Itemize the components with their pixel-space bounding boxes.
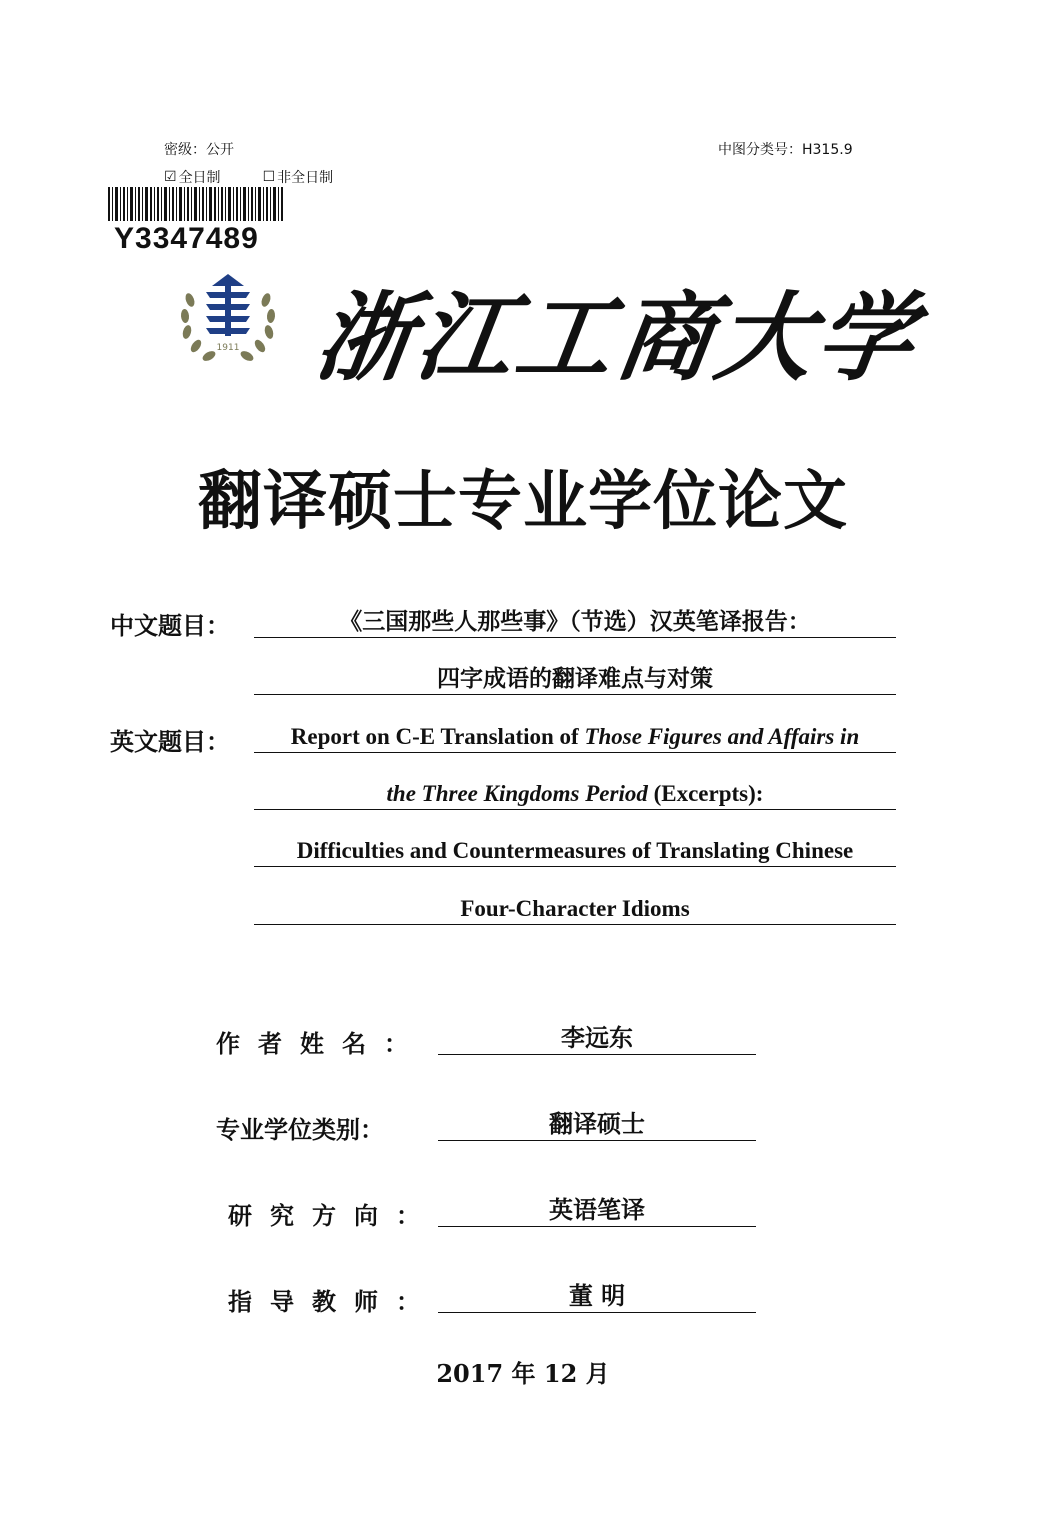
checked-box-icon: ☑ bbox=[164, 169, 177, 185]
parttime-label: 非全日制 bbox=[277, 170, 334, 186]
english-title-line4: Four-Character Idioms bbox=[254, 894, 896, 925]
english-title-line1-italic: Those Figures and Affairs in bbox=[584, 724, 860, 749]
advisor-label: 指导教师： bbox=[228, 1287, 438, 1316]
emblem-year: 1911 bbox=[216, 343, 240, 353]
chinese-title-line1: 《三国那些人那些事》（节选）汉英笔译报告： bbox=[254, 607, 896, 638]
university-name: 浙江工商大学 bbox=[309, 281, 925, 394]
english-title-line2-italic: the Three Kingdoms Period bbox=[386, 781, 648, 806]
english-title-label: 英文题目： bbox=[110, 728, 230, 756]
barcode-icon bbox=[108, 187, 283, 221]
unchecked-box-icon: ☐ bbox=[262, 169, 276, 185]
english-title-line1-plain: Report on C-E Translation of bbox=[290, 724, 585, 749]
fulltime-label: 全日制 bbox=[178, 170, 221, 186]
chinese-title-label: 中文题目： bbox=[110, 612, 230, 640]
security-level: 密级：公开 bbox=[164, 142, 234, 158]
fulltime-option bbox=[164, 167, 221, 187]
submission-date: 2017 年 12 月 bbox=[436, 1359, 610, 1388]
study-mode bbox=[164, 167, 333, 187]
advisor-value: 董 明 bbox=[438, 1280, 756, 1313]
classification-number: 中图分类号：H315.9 bbox=[718, 142, 853, 158]
university-emblem-icon bbox=[176, 270, 280, 368]
author-value: 李远东 bbox=[438, 1022, 756, 1055]
degree-title: 翻译硕士专业学位论文 bbox=[198, 464, 848, 539]
parttime-option bbox=[263, 167, 334, 187]
degree-category-label: 专业学位类别： bbox=[216, 1115, 384, 1144]
barcode-number: Y3347489 bbox=[114, 222, 259, 255]
english-title-line2 bbox=[254, 779, 896, 810]
english-title-line1 bbox=[254, 722, 896, 753]
english-title-line3: Difficulties and Countermeasures of Translating Chinese bbox=[254, 836, 896, 867]
research-direction-label: 研究方向： bbox=[228, 1201, 438, 1230]
author-label: 作者姓名： bbox=[216, 1029, 426, 1058]
research-direction-value: 英语笔译 bbox=[438, 1194, 756, 1227]
degree-category-value: 翻译硕士 bbox=[438, 1108, 756, 1141]
english-title-line2-plain: (Excerpts): bbox=[647, 781, 764, 806]
chinese-title-line2: 四字成语的翻译难点与对策 bbox=[254, 664, 896, 695]
